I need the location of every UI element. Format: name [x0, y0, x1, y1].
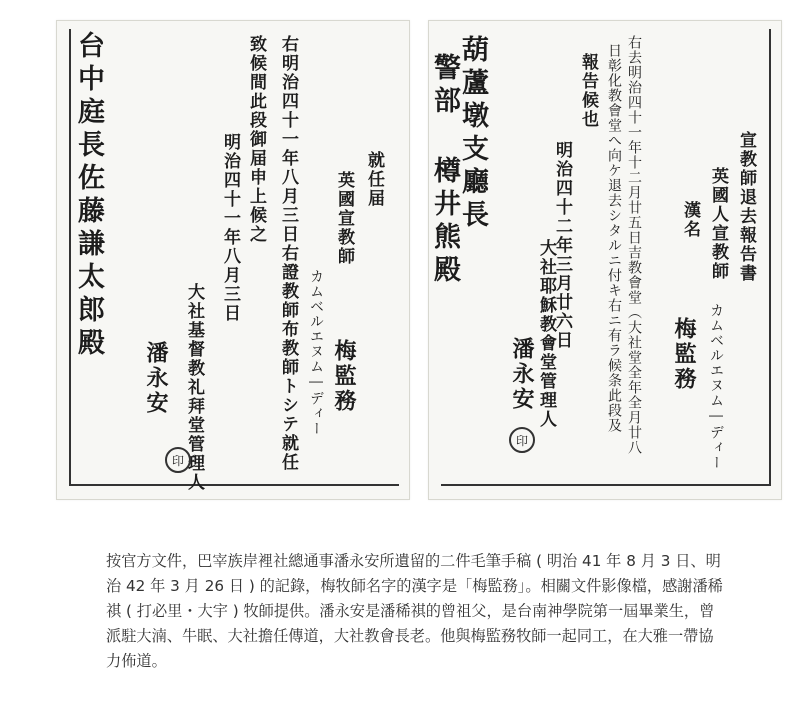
- nationality-role: 英國宣教師: [334, 171, 354, 266]
- katakana-name: カムベルエヌム―ディー: [308, 269, 324, 436]
- body-line: 報告候也: [578, 53, 598, 129]
- body-line: 右明治四十一年八月三日右證教師布教師トシテ就任: [278, 35, 298, 472]
- image-caption: 按官方文件，巴宰族岸裡社總通事潘永安所遺留的二件毛筆手稿 ( 明治 41 年 8 月 3 日、明治 42 年 3 月 26 日 ) 的記錄，梅牧師名字的漢字是「梅監務」。相關文件影像檔，感謝潘稀祺 ( 打必里・大宇 ) 牧師提供。潘永安是潘稀祺的曾祖父，是台南神學院第一屆畢業生，曾派駐大湳、牛眠、大社擔任傳道，大社教會長老。他與梅監務牧師一起同工，在大雅一帶協力佈道。: [106, 552, 723, 670]
- body-line: 致候間此段御届申上候之: [246, 35, 266, 244]
- addressee-line: 警部 樽井熊殿: [429, 53, 460, 288]
- document-title: 就任届: [364, 151, 384, 208]
- katakana-name: カムベルエヌム―ディー: [708, 303, 724, 470]
- alias-label: 漢名: [680, 201, 700, 239]
- manager-name: 潘永安: [143, 341, 169, 416]
- missionary-name: 梅監務: [671, 317, 697, 392]
- addressee-line: 葫蘆墩支廳長: [457, 35, 488, 233]
- date-line: 明治四十一年八月三日: [220, 133, 240, 323]
- document-title: 宣教師退去報告書: [736, 131, 756, 283]
- right-border: [769, 29, 771, 484]
- bottom-border: [69, 484, 399, 486]
- nationality-role: 英國人宣教師: [708, 167, 728, 281]
- missionary-name: 梅監務: [331, 339, 357, 414]
- seal-stamp: 印: [165, 447, 191, 473]
- right-manuscript: [428, 20, 782, 500]
- body-line: 右去明治四十一年十二月廿五日吉教會堂（大社堂全年全月廿八: [626, 35, 642, 455]
- left-border: [69, 29, 71, 484]
- manager-name: 潘永安: [509, 337, 535, 412]
- bottom-border: [441, 484, 771, 486]
- church-role: 大社耶穌教會堂管理人: [536, 239, 556, 429]
- church-role: 大社基督教礼拜堂管理人: [184, 283, 204, 492]
- addressee: 台中庭長佐藤謙太郎殿: [73, 31, 104, 361]
- left-manuscript: [56, 20, 410, 500]
- date-line: 明治四十二年三月廿六日: [552, 141, 572, 350]
- body-line: 日彰化教會堂へ向ケ退去シタルニ付キ右ニ有ラ候条此段及: [606, 43, 622, 433]
- seal-stamp: 印: [509, 427, 535, 453]
